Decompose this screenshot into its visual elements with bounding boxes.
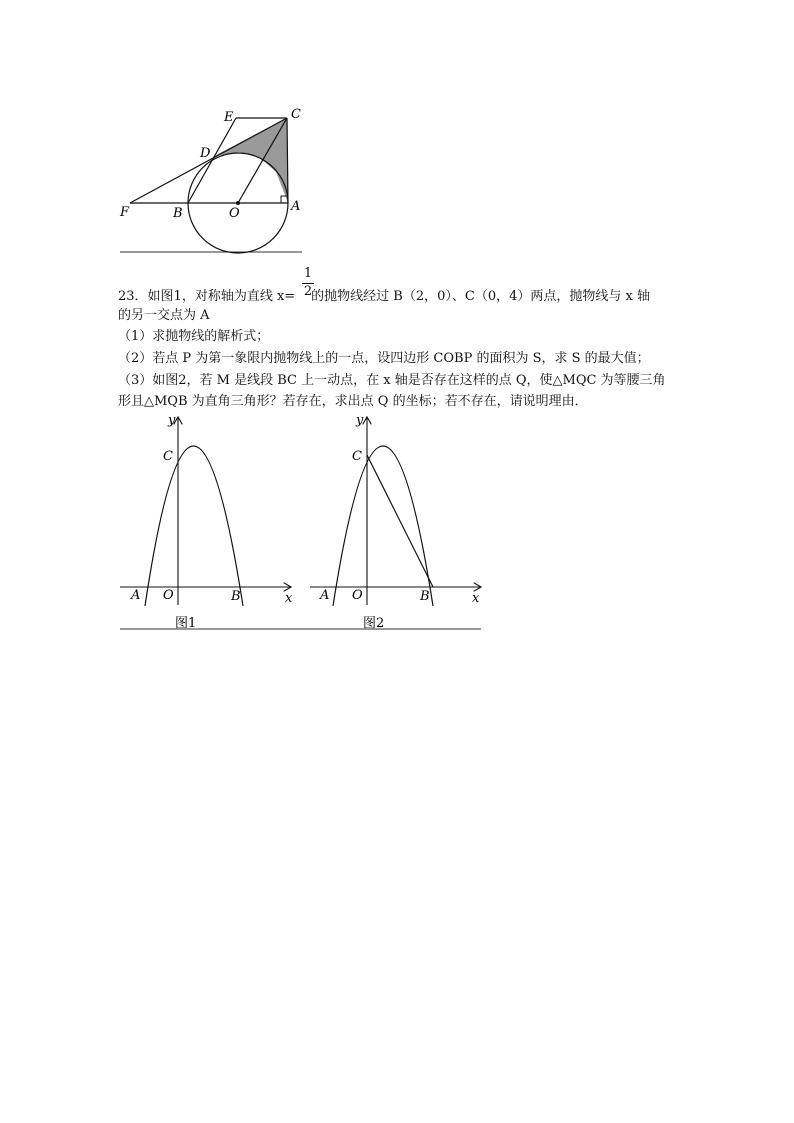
- fig2-label-o: O: [352, 588, 363, 603]
- line-be: [188, 118, 236, 203]
- question-3-line2: 形且△MQB 为直角三角形？若存在，求出点 Q 的坐标；若不存在，请说明理由．: [118, 394, 588, 409]
- fig1-label-a: A: [131, 588, 141, 603]
- label-f: F: [120, 205, 130, 220]
- question-1: （1）求抛物线的解析式；: [118, 329, 270, 344]
- fig2-label-b: B: [420, 589, 430, 604]
- fig2-parabola: [333, 446, 433, 606]
- shaded-region: [214, 118, 288, 203]
- label-e: E: [224, 110, 234, 125]
- fig2-caption: 图2: [363, 616, 385, 631]
- fig2-label-c: C: [352, 449, 362, 464]
- problem-line1-prefix: 23．如图1，对称轴为直线 x=: [118, 289, 296, 304]
- figure-2: [310, 413, 480, 631]
- fig2-label-y: y: [356, 413, 364, 428]
- label-c: C: [291, 107, 301, 122]
- fig1-label-y: y: [168, 413, 176, 428]
- fig2-label-a: A: [320, 588, 330, 603]
- fig1-label-b: B: [231, 589, 241, 604]
- figure-1: [120, 413, 293, 631]
- label-o: O: [229, 206, 240, 221]
- problem-line1-suffix: 的抛物线经过 B（2，0）、C（0，4）两点，抛物线与 x 轴: [311, 289, 650, 304]
- fig1-label-o: O: [163, 588, 174, 603]
- label-d: D: [200, 146, 211, 161]
- fig1-caption: 图1: [175, 616, 197, 631]
- circle-tangent-figure: [110, 100, 310, 260]
- label-b: B: [173, 206, 183, 221]
- fig1-label-x: x: [285, 591, 293, 606]
- fig2-segment-bc: [367, 455, 433, 587]
- center-dot: [236, 201, 240, 205]
- fig2-label-x: x: [472, 591, 480, 606]
- fraction-denominator: 2: [303, 284, 313, 299]
- label-a: A: [291, 199, 301, 214]
- parabola-figures: [110, 405, 490, 635]
- fig1-label-c: C: [163, 449, 173, 464]
- fraction-numerator: 1: [303, 266, 313, 281]
- fig1-parabola: [145, 446, 243, 606]
- problem-line2: 的另一交点为 A: [118, 308, 210, 323]
- question-3-line1: （3）如图2，若 M 是线段 BC 上一动点，在 x 轴是否存在这样的点 Q，使△MQC 为等腰三角: [118, 373, 666, 388]
- question-2: （2）若点 P 为第一象限内抛物线上的一点，设四边形 COBP 的面积为 S，求 S 的最大值；: [118, 351, 650, 366]
